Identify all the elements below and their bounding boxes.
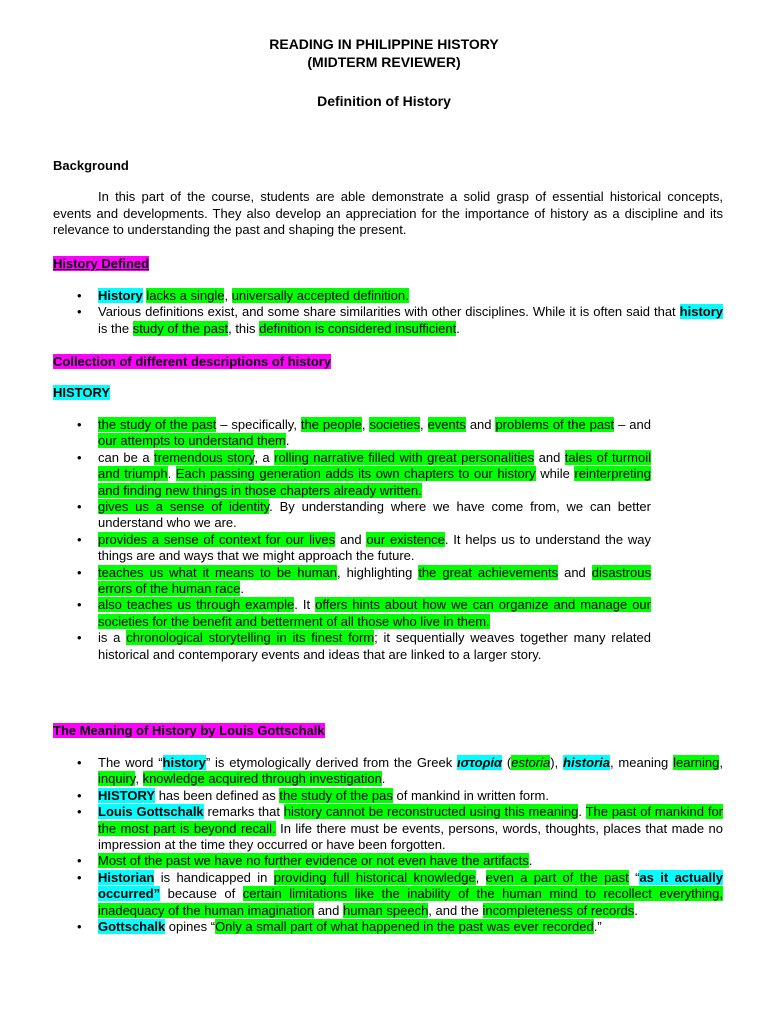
bullet-icon: •: [77, 304, 82, 320]
list-item: • can be a tremendous story, a rolling narrative filled with great personalities and tales of turmoil and triumph. Each passing generation adds its own chapters to our history while reinterpreting and finding new things in those chapters already written.: [77, 449, 651, 498]
doc-subtitle: (MIDTERM REVIEWER): [307, 54, 461, 70]
bullet-icon: •: [77, 630, 82, 646]
list-item: • Louis Gottschalk remarks that history cannot be reconstructed using this meaning. The past of mankind for the most part is beyond recall. In life there must be events, persons, words, thoughts, places that made no impression at the time they occurred or have been forgotten.: [77, 804, 724, 853]
bullet-icon: •: [77, 787, 82, 803]
bullet-icon: •: [77, 755, 82, 770]
list-item: • History lacks a single, universally accepted definition.: [77, 288, 409, 303]
list-item: • Various definitions exist, and some share similarities with other disciplines. While it is often said that history is the study of the past, this definition is considered insufficient.: [77, 304, 723, 336]
gottschalk-list: [53, 755, 723, 935]
background-heading: Background: [53, 158, 129, 173]
bullet-icon: •: [77, 919, 82, 935]
history-defined-list: [53, 288, 723, 337]
history-defined-heading: History Defined: [53, 256, 150, 271]
list-item: • provides a sense of context for our lives and our existence. It helps us to understand the way things are and ways that we might approach the future.: [77, 531, 651, 564]
bullet-icon: •: [77, 853, 82, 869]
doc-section-title: Definition of History: [317, 93, 451, 109]
background-paragraph: In this part of the course, students are able demonstrate a solid grasp of essential historical concepts, events and developments. They also develop an appreciation for the importance of history as a discipline and its relevance to understanding the past and shaping the present.: [53, 189, 723, 237]
bullet-icon: •: [77, 531, 82, 547]
list-item: • Gottschalk opines “Only a small part of what happened in the past was ever recorded.”: [77, 919, 602, 935]
bullet-icon: •: [77, 869, 82, 885]
history-subheading: HISTORY: [53, 385, 111, 400]
bullet-icon: •: [77, 804, 82, 820]
doc-title: READING IN PHILIPPINE HISTORY: [269, 36, 499, 52]
collection-list: [53, 417, 651, 663]
bullet-icon: •: [77, 417, 82, 432]
bullet-icon: •: [77, 288, 82, 303]
list-item: • the study of the past – specifically, the people, societies, events and problems of the past – and our attempts to understand them.: [77, 417, 651, 449]
list-item: • teaches us what it means to be human, highlighting the great achievements and disastrous errors of the human race.: [77, 564, 651, 597]
bullet-icon: •: [77, 564, 82, 580]
list-item: • The word “history” is etymologically derived from the Greek ιστορία (estoria), historia, meaning learning, inquiry, knowledge acquired through investigation.: [77, 755, 723, 787]
bullet-icon: •: [77, 449, 82, 465]
list-item: • also teaches us through example. It offers hints about how we can organize and manage our societies for the benefit and betterment of all those who live in them.: [77, 597, 651, 629]
list-item: • is a chronological storytelling in its finest form; it sequentially weaves together many related historical and contemporary events and ideas that are linked to a larger story.: [77, 630, 652, 662]
bullet-icon: •: [77, 597, 82, 613]
list-item: • gives us a sense of identity. By understanding where we have come from, we can better understand who we are.: [77, 499, 651, 531]
list-item: • Historian is handicapped in providing full historical knowledge, even a part of the past “as it actually occurred” because of certain limitations like the inability of the human mind to recollect everything, inadequacy of the human imagination and human speech, and the incompleteness of records.: [77, 869, 723, 918]
list-item: • Most of the past we have no further evidence or not even have the artifacts.: [77, 853, 533, 869]
collection-heading: Collection of different descriptions of history: [53, 354, 332, 369]
list-item: • HISTORY has been defined as the study of the pas of mankind in written form.: [77, 787, 549, 803]
gottschalk-heading: The Meaning of History by Louis Gottschalk: [53, 723, 325, 738]
bullet-icon: •: [77, 499, 82, 515]
